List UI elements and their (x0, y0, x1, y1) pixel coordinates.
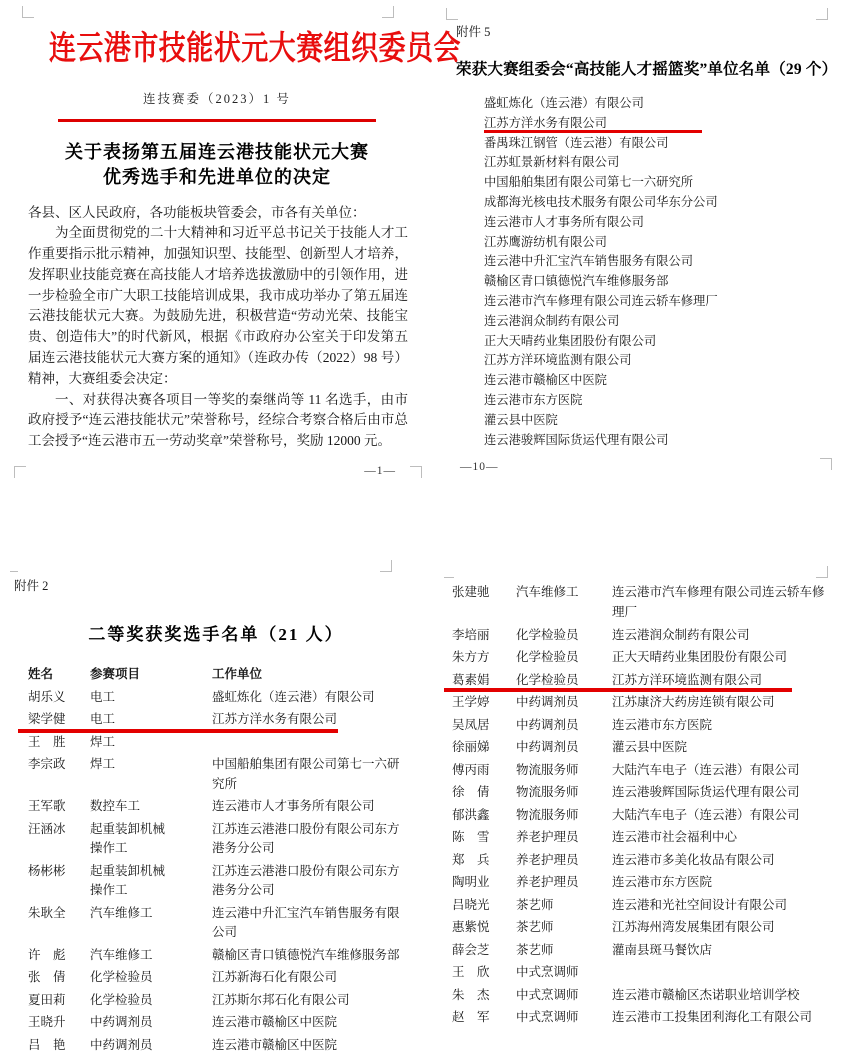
winner-project: 茶艺师 (516, 942, 554, 957)
unit-list-item (484, 332, 854, 352)
unit-list-item (484, 94, 854, 114)
winner-unit: 大陆汽车电子（连云港）有限公司 (612, 807, 800, 822)
winner-list-title: 二等奖获奖选手名单（21 人） (88, 625, 344, 644)
winner-project: 茶艺师 (516, 920, 554, 934)
unit-name: 中国船舶集团有限公司第七一六研究所 (484, 175, 694, 190)
table-row (28, 968, 416, 988)
winner-unit: 江苏海州湾发展集团有限公司 (612, 920, 775, 934)
winner-project: 养老护理员 (516, 875, 579, 889)
winner-name: 汪涵冰 (28, 821, 66, 836)
winner-project: 中式烹调师 (516, 1010, 579, 1024)
table-row (452, 872, 852, 892)
crop-mark-icon (382, 6, 394, 18)
winner-name: 陈 雪 (452, 830, 490, 844)
winner-unit: 江苏康济大药房连锁有限公司 (612, 695, 775, 709)
document-title-line2: 优秀选手和先进单位的决定 (103, 166, 331, 187)
winner-name: 郑 兵 (452, 852, 490, 867)
winner-table-header (28, 665, 416, 685)
winner-unit: 中国船舶集团有限公司第七一六研究所 (212, 757, 400, 791)
winner-name: 惠紫悦 (452, 920, 490, 934)
attachment-label: 附件 5 (456, 25, 491, 39)
winner-unit: 灌南县斑马餐饮店 (612, 942, 713, 957)
unit-name: 江苏方洋环境监测有限公司 (484, 353, 632, 368)
winner-table-body (28, 688, 416, 1056)
table-row (28, 1013, 416, 1033)
winner-name: 徐丽娣 (452, 740, 490, 754)
table-row (452, 940, 852, 960)
table-row (452, 850, 852, 870)
table-row (28, 733, 416, 753)
unit-name: 灌云县中医院 (484, 412, 558, 427)
table-row (28, 1036, 416, 1056)
winner-unit: 连云港市赣榆区中医院 (212, 1037, 338, 1052)
winner-name: 赵 军 (452, 1010, 490, 1024)
winner-project: 电工 (90, 712, 116, 726)
unit-name: 连云港中升汇宝汽车销售服务有限公司 (484, 254, 694, 269)
winner-project: 数控车工 (90, 799, 141, 813)
winner-unit: 江苏连云港港口股份有限公司东方港务分公司 (212, 863, 400, 897)
winner-name: 吕晓光 (452, 897, 490, 912)
unit-name: 连云港市赣榆区中医院 (484, 373, 607, 388)
table-row (28, 862, 416, 901)
table-row (28, 710, 416, 730)
winner-table-continued (452, 582, 852, 1027)
crop-mark-icon (816, 8, 828, 20)
winner-unit: 连云港市东方医院 (612, 875, 713, 889)
winner-project: 中药调剂员 (516, 695, 579, 709)
winner-name: 葛素娟 (452, 672, 490, 687)
winner-unit: 赣榆区青口镇德悦汽车维修服务部 (212, 947, 400, 962)
winner-name: 李培丽 (452, 627, 490, 642)
unit-list (484, 94, 854, 450)
winner-project: 化学检验员 (90, 970, 153, 984)
unit-list-item (484, 114, 854, 134)
table-row (452, 782, 852, 802)
crop-mark-icon (10, 560, 18, 572)
winner-project: 汽车维修工 (90, 947, 153, 962)
winner-unit: 连云港和光社空间设计有限公司 (612, 897, 788, 912)
winner-unit: 连云港市赣榆区中医院 (212, 1015, 338, 1029)
winner-name: 傅丙雨 (452, 762, 490, 777)
winner-project: 中式烹调师 (516, 987, 579, 1002)
winner-project: 汽车维修工 (90, 905, 153, 920)
crop-mark-icon (816, 566, 828, 578)
header-project: 参赛项目 (90, 667, 141, 681)
winner-name: 王 欣 (452, 965, 490, 979)
winner-name: 王 胜 (28, 734, 66, 749)
unit-list-item (484, 351, 854, 371)
winner-name: 胡乐义 (28, 689, 66, 704)
winner-unit (612, 962, 852, 982)
winner-table (28, 665, 416, 1055)
table-row (452, 692, 852, 712)
winner-unit: 连云港骏辉国际货运代理有限公司 (612, 785, 800, 799)
unit-name: 连云港市汽车修理有限公司连云轿车修理厂 (484, 293, 718, 308)
winner-unit: 江苏连云港港口股份有限公司东方港务分公司 (212, 821, 400, 855)
winner-name: 杨彬彬 (28, 863, 66, 878)
unit-name: 盛虹炼化（连云港）有限公司 (484, 96, 644, 110)
winner-name: 张建驰 (452, 585, 490, 599)
unit-list-item (484, 431, 854, 451)
table-row (452, 1007, 852, 1027)
winner-project: 物流服务师 (516, 807, 579, 822)
winner-project: 起重装卸机械操作工 (90, 821, 166, 855)
page-number: —10— (460, 461, 499, 473)
winner-name: 王学婷 (452, 695, 490, 709)
winner-name: 徐 倩 (452, 785, 490, 799)
red-divider-line (58, 119, 376, 122)
crop-mark-icon (14, 466, 26, 478)
crop-mark-icon (820, 458, 832, 470)
table-row (452, 962, 852, 982)
winner-name: 李宗政 (28, 757, 66, 771)
winner-unit: 正大天晴药业集团股份有限公司 (612, 650, 788, 664)
crop-mark-icon (410, 466, 422, 478)
unit-name: 连云港润众制药有限公司 (484, 313, 620, 328)
winner-name: 吕 艳 (28, 1037, 66, 1052)
document-title-line1: 关于表扬第五届连云港技能状元大赛 (65, 141, 369, 162)
winner-name: 王军歌 (28, 799, 66, 813)
table-row (452, 760, 852, 780)
winner-name: 张 倩 (28, 970, 66, 984)
table-row (452, 805, 852, 825)
unit-list-item (484, 173, 854, 193)
winner-project: 茶艺师 (516, 897, 554, 912)
table-row (28, 755, 416, 794)
winner-unit (212, 733, 416, 753)
winner-name: 吴凤居 (452, 717, 490, 732)
header-name: 姓名 (28, 667, 54, 681)
winner-project: 物流服务师 (516, 785, 579, 799)
header-unit: 工作单位 (212, 667, 263, 681)
table-row (452, 625, 852, 645)
table-row (28, 991, 416, 1011)
winner-unit: 连云港市工投集团利海化工有限公司 (612, 1010, 813, 1024)
winner-name: 陶明业 (452, 875, 490, 889)
page-decision-document (12, 6, 461, 483)
winner-unit: 盛虹炼化（连云港）有限公司 (212, 689, 375, 704)
table-row (452, 737, 852, 757)
unit-name: 江苏虹景新材料有限公司 (484, 155, 620, 170)
unit-list-item (484, 153, 854, 173)
unit-list-item (484, 233, 854, 253)
unit-name: 连云港市东方医院 (484, 392, 583, 407)
winner-name: 薛会芝 (452, 942, 490, 957)
unit-list-item (484, 272, 854, 292)
winner-project: 养老护理员 (516, 830, 579, 844)
salutation: 各县、区人民政府，各功能板块管委会，市各有关单位： (28, 204, 366, 220)
unit-name: 番禺珠江钢管（连云港）有限公司 (484, 135, 669, 150)
unit-list-item (484, 371, 854, 391)
unit-name: 赣榆区青口镇德悦汽车维修服务部 (484, 274, 669, 289)
unit-name: 连云港骏辉国际货运代理有限公司 (484, 432, 669, 447)
table-row (28, 820, 416, 859)
crop-mark-icon (444, 566, 454, 578)
page-number: —1— (364, 465, 396, 477)
winner-name: 郁洪鑫 (452, 807, 490, 822)
unit-name: 正大天晴药业集团股份有限公司 (484, 333, 657, 348)
winner-project: 化学检验员 (90, 992, 153, 1007)
unit-name: 江苏鹰游纺机有限公司 (484, 234, 607, 249)
winner-unit: 连云港市人才事务所有限公司 (212, 799, 375, 813)
winner-project: 中式烹调师 (516, 965, 579, 979)
winner-project: 化学检验员 (516, 650, 579, 664)
winner-table-body (452, 582, 852, 1027)
unit-name: 江苏方洋水务有限公司 (484, 115, 607, 130)
winner-project: 汽车维修工 (516, 585, 579, 599)
attachment-label: 附件 2 (14, 579, 49, 593)
table-row (452, 715, 852, 735)
winner-unit: 江苏斯尔邦石化有限公司 (212, 992, 350, 1007)
winner-unit: 灌云县中医院 (612, 740, 688, 754)
winner-unit: 江苏新海石化有限公司 (212, 970, 338, 984)
winner-name: 梁学健 (28, 712, 66, 726)
document-number: 连技赛委（2023）1 号 (143, 92, 291, 106)
winner-project: 电工 (90, 689, 116, 704)
winner-project: 中药调剂员 (90, 1037, 153, 1052)
unit-name: 成都海光核电技术服务有限公司华东分公司 (484, 194, 718, 209)
table-row (452, 895, 852, 915)
winner-unit: 大陆汽车电子（连云港）有限公司 (612, 762, 800, 777)
winner-name: 许 彪 (28, 947, 66, 962)
document-body (28, 203, 408, 453)
winner-unit: 连云港中升汇宝汽车销售服务有限公司 (212, 905, 400, 939)
winner-project: 中药调剂员 (516, 717, 579, 732)
winner-name: 朱耿全 (28, 905, 66, 920)
winner-unit: 江苏方洋水务有限公司 (212, 712, 338, 726)
red-letterhead-title: 连云港市技能状元大赛组织委员会 (48, 31, 461, 67)
crop-mark-icon (22, 6, 34, 18)
document-title (12, 140, 422, 190)
winner-unit: 连云港市赣榆区杰诺职业培训学校 (612, 987, 800, 1002)
winner-project: 焊工 (90, 734, 116, 749)
unit-list-item (484, 411, 854, 431)
winner-project: 化学检验员 (516, 672, 579, 687)
winner-unit: 连云港市多美化妆品有限公司 (612, 852, 775, 867)
winner-name: 朱方方 (452, 650, 490, 664)
table-row (452, 917, 852, 937)
unit-list-item (484, 213, 854, 233)
winner-name: 夏田莉 (28, 992, 66, 1007)
winner-project: 化学检验员 (516, 627, 579, 642)
unit-list-item (484, 391, 854, 411)
paragraph: 一、对获得决赛各项目一等奖的秦继尚等 11 名选手，由市政府授予“连云港技能状元”荣誉称号，经综合考察合格后由市总工会授予“连云港市五一劳动奖章”荣誉称号，奖励 12000 元。 (28, 391, 408, 449)
crop-mark-icon (380, 560, 392, 572)
table-row (452, 827, 852, 847)
unit-list-item (484, 312, 854, 332)
winner-name: 王晓升 (28, 1015, 66, 1029)
winner-unit: 连云港市东方医院 (612, 717, 713, 732)
page-second-prize-list (10, 556, 422, 1059)
table-row (28, 797, 416, 817)
winner-unit: 江苏方洋环境监测有限公司 (612, 672, 763, 687)
table-row (452, 670, 852, 690)
winner-project: 物流服务师 (516, 762, 579, 777)
winner-unit: 连云港润众制药有限公司 (612, 627, 750, 642)
paragraph: 为全面贯彻党的二十大精神和习近平总书记关于技能人才工作重要指示批示精神，加强知识型、技能型、创新型人才培养，发挥职业技能竞赛在高技能人才培养选拔激励中的引领作用，进一步检验全市广大职工技能培训成果，我市成功举办了第五届连云港技能状元大赛。为鼓励先进，积极营造“劳动光荣、技能宝贵、创造伟大”的时代新风，根据《市政府办公室关于印发第五届连云港技能状元大赛方案的通知》（连政办传（2022）98 号）精神，大赛组委会决定： (28, 225, 408, 386)
unit-list-item (484, 252, 854, 272)
winner-name: 朱 杰 (452, 987, 490, 1002)
winner-project: 中药调剂员 (516, 740, 579, 754)
winner-project: 中药调剂员 (90, 1015, 153, 1029)
table-row (28, 688, 416, 708)
winner-project: 养老护理员 (516, 852, 579, 867)
unit-list-item (484, 193, 854, 213)
page-second-prize-list-continued (444, 556, 856, 1059)
table-row (452, 647, 852, 667)
winner-unit: 连云港市汽车修理有限公司连云轿车修理厂 (612, 585, 825, 619)
crop-mark-icon (446, 8, 458, 20)
winner-project: 焊工 (90, 757, 116, 771)
table-row (28, 904, 416, 943)
table-row (28, 946, 416, 966)
unit-name: 连云港市人才事务所有限公司 (484, 214, 644, 229)
table-row (452, 582, 852, 622)
unit-list-item (484, 134, 854, 154)
page-unit-award-list (444, 6, 854, 483)
table-row (452, 985, 852, 1005)
winner-unit: 连云港市社会福利中心 (612, 830, 738, 844)
unit-list-title: 荣获大赛组委会“高技能人才摇篮奖”单位名单（29 个） (456, 61, 838, 78)
unit-list-item (484, 292, 854, 312)
winner-project: 起重装卸机械操作工 (90, 863, 166, 897)
